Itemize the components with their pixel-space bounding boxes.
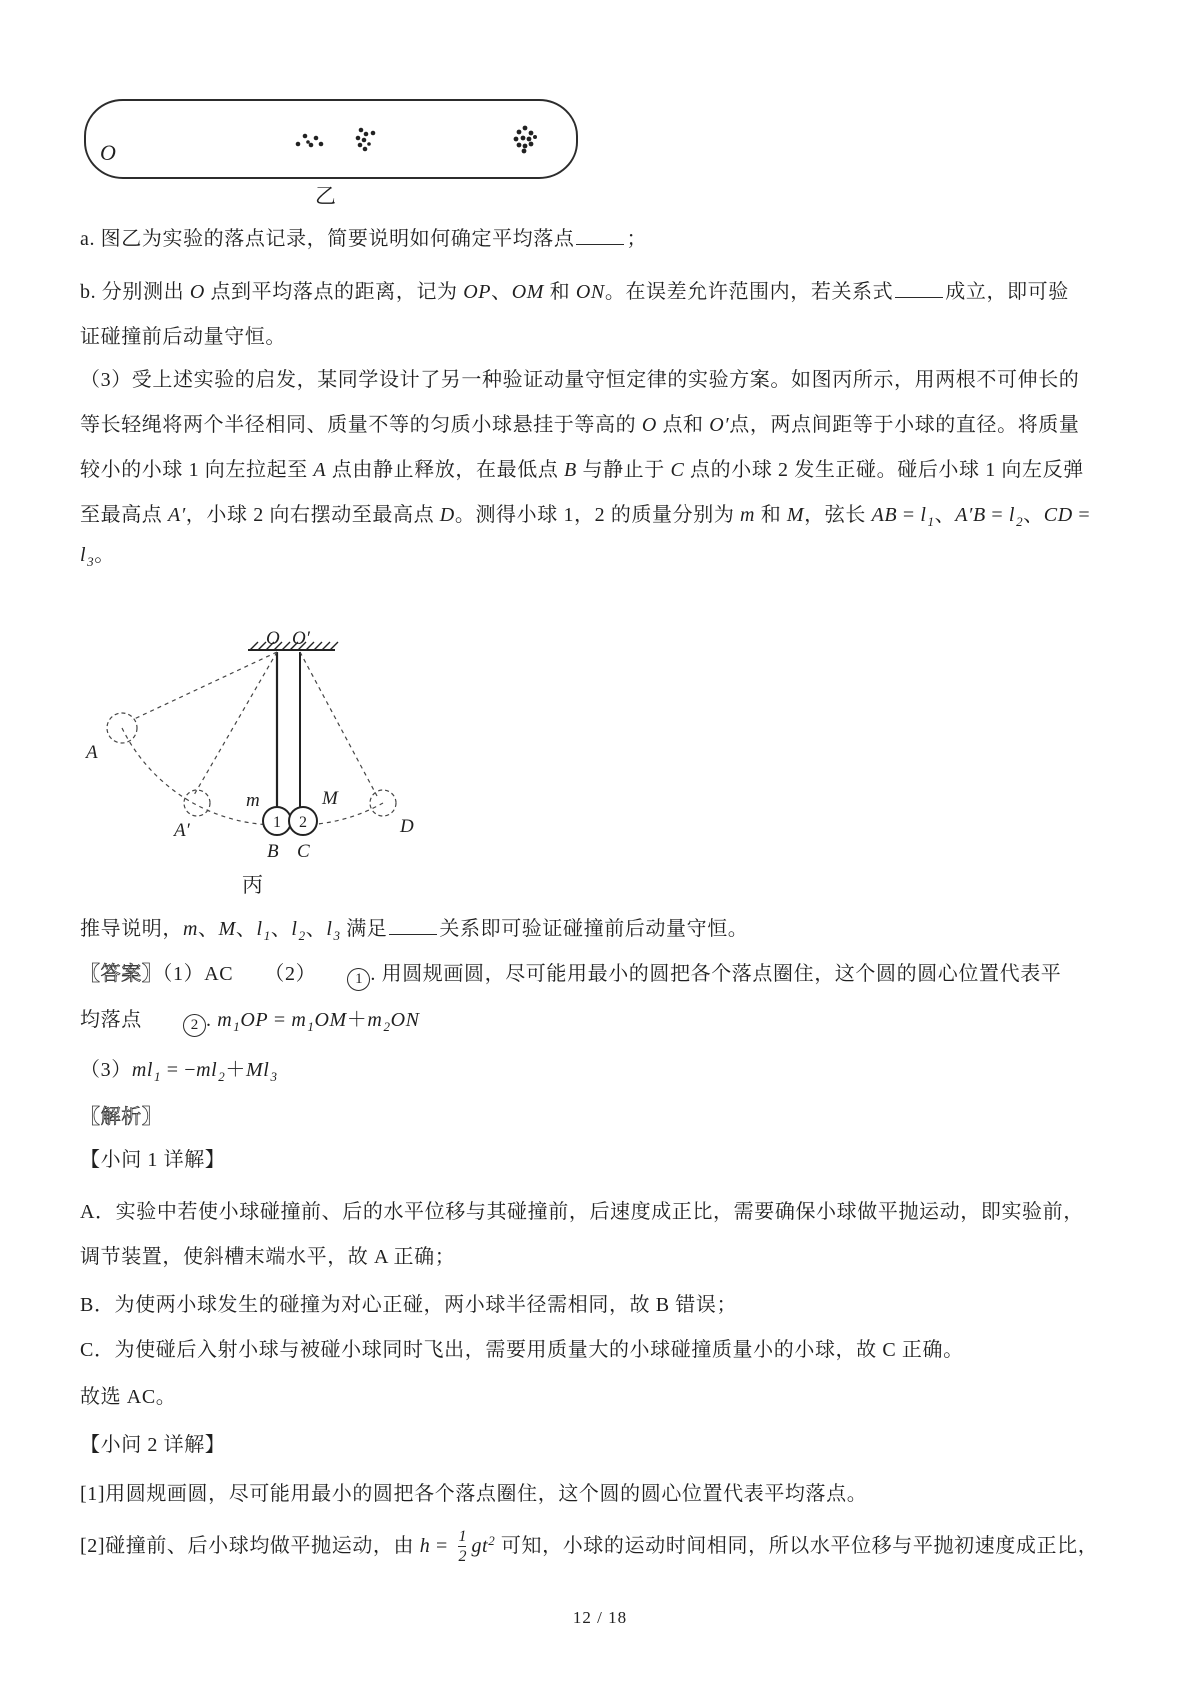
analysis-header: 【解析】 [80,1106,163,1128]
point-A-prime-label: A′ [174,820,190,841]
question-3-line1: （3）受上述实验的启发，某同学设计了另一种验证动量守恒定律的实验方案。如图丙所示，用两根不可伸长的 [80,369,1080,391]
label-origin-o: O [100,140,116,165]
question-3-line5: $l_3$。 [80,544,115,569]
question-b: b. 分别测出 O 点到平均落点的距离，记为 OP、OM 和 ON。在误差允许范围内，若关系式 成立，即可验 [80,277,1069,307]
question-a: a. 图乙为实验的落点记录，简要说明如何确定平均落点 ； [80,224,647,254]
ball-1-number: 1 [273,814,281,831]
dot-cluster-m [296,134,324,148]
point-D-label: D [400,816,414,837]
figure-bing-caption: 丙 [242,873,263,897]
dot-cluster-n [514,126,537,154]
ball-2-number: 2 [299,814,307,831]
option-b: B．为使两小球发生的碰撞为对心正碰，两小球半径需相同，故 B 错误； [80,1294,738,1316]
mass-m-label: m [246,790,260,811]
subq1-header: 【小问 1 详解】 [80,1149,226,1171]
subq2-point1: [1]用圆规画圆，尽可能用最小的圆把各个落点圈住，这个圆的圆心位置代表平均落点。 [80,1483,868,1505]
mass-M-label: M [322,788,338,809]
question-3-derive: 推导说明，m、M、$l_1$、$l_2$、$l_3$ 满足 关系即可验证碰撞前后动量守恒。 [80,914,748,946]
dashed-strings [132,652,377,796]
landing-board-outline [85,100,577,178]
answer-line1: 【答案】（1）AC （2） 1 . 用圆规画圆，尽可能用最小的圆把各个落点圈住，这个圆的圆心位置代表平 [80,959,1061,991]
dot-cluster-p [356,128,376,152]
pivot-o-prime-label: O′ [292,628,310,649]
point-C-label: C [297,841,310,862]
subq2-point2: [2]碰撞前、后小球均做平抛运动，由 h = $\frac{1}{2}$ $gt^2$ 可知，小球的运动时间相同，所以水平位移与平抛初速度成正比， [80,1528,1099,1566]
question-3-line3: 较小的小球 1 向左拉起至 A 点由静止释放，在最低点 B 与静止于 C 点的小球 2 发生正碰。碰后小球 1 向左反弹 [80,459,1084,481]
choose-answer: 故选 AC。 [80,1386,177,1408]
subq2-header: 【小问 2 详解】 [80,1434,226,1456]
figure-bing-pendulum [70,570,490,905]
answer-line2: 均落点 2 . $m_1OP = m_1OM+m_2ON$ [80,1005,420,1037]
ghost-ball-A-prime [184,790,210,816]
option-c: C．为使碰后入射小球与被碰小球同时飞出，需要用质量大的小球碰撞质量小的小球，故 C 正确。 [80,1339,964,1361]
question-3-line2: 等长轻绳将两个半径相同、质量不等的匀质小球悬挂于等高的 O 点和 O′点，两点间距等于小球的直径。将质量 [80,414,1080,436]
point-B-label: B [267,841,279,862]
question-3-line4: 至最高点 A′，小球 2 向右摆动至最高点 D。测得小球 1，2 的质量分别为 m 和 M，弦长 AB = $l_1$、$A'B = l_2$、CD = [80,504,1091,529]
question-b-cont: 证碰撞前后动量守恒。 [80,326,286,348]
figure-yi-caption: 乙 [315,184,336,208]
pivot-o-label: O [266,628,280,649]
page-number: 12 / 18 [572,1608,628,1627]
answer-line3: $(3)ml_1 = -ml_2+Ml_3$ [80,1059,278,1084]
point-A-label: A [86,742,98,763]
option-a-line2: 调节装置，使斜槽末端水平，故 A 正确； [80,1246,456,1268]
figure-yi-landing-record [60,88,620,218]
option-a-line1: A．实验中若使小球碰撞前、后的水平位移与其碰撞前，后速度成正比，需要确保小球做平抛运动，即实验前， [80,1201,1084,1223]
